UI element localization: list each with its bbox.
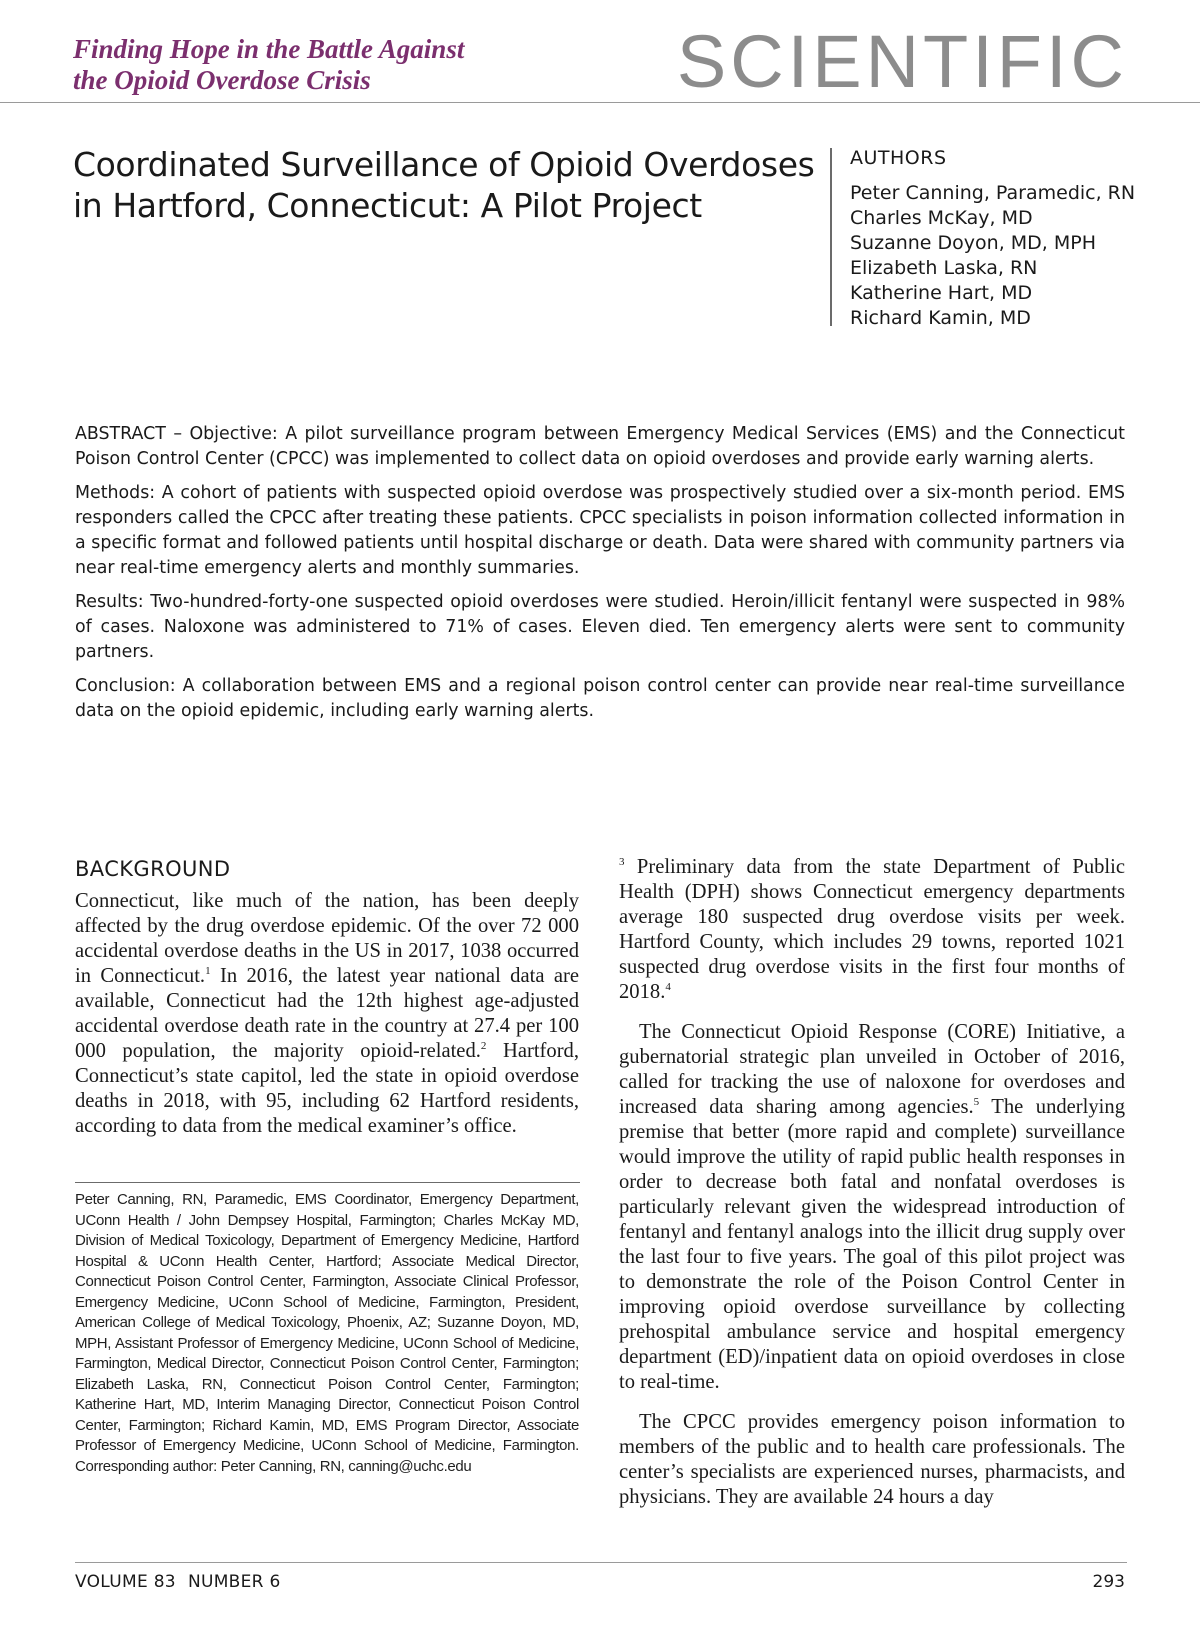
- abstract-conclusion: Conclusion: A collaboration between EMS and a regional poison control center can provide near real-time surveillance data on the opioid epidemic, including early warning alerts.: [75, 676, 1125, 721]
- text-run: In 2016, the latest year national data are available, Connecticut had the 12th highest age-adjusted accidental overdose death rate in the country at 27.4 per 100 000 population, the majority opioid-related.: [75, 965, 580, 1062]
- background-paragraph-1a: [75, 889, 579, 1139]
- abstract-methods: Methods: A cohort of patients with suspected opioid overdose was prospectively studied over a six-month period. EMS responders called the CPCC after treating these patients. CPCC specialists in poison information collected information in a specific format and followed patients until hospital discharge or death. Data were shared with community partners via near real-time emergency alerts and monthly summaries.: [75, 483, 1125, 578]
- article-title-line2: in Hartford, Connecticut: A Pilot Project: [73, 186, 702, 225]
- author-name: Katherine Hart, MD: [850, 282, 1033, 304]
- reference-marker[interactable]: 2: [480, 1040, 487, 1053]
- footnote-divider: [75, 1182, 580, 1183]
- section-label: SCIENTIFIC: [676, 20, 1128, 103]
- author-name: Suzanne Doyon, MD, MPH: [850, 232, 1097, 254]
- abstract: [75, 422, 1125, 733]
- header-divider: [0, 102, 1200, 103]
- abstract-objective: ABSTRACT – Objective: A pilot surveillance program between Emergency Medical Services (EMS) and the Connecticut Poison Control Center (CPCC) was implemented to collect data on opioid overdoses and provide early warning alerts.: [75, 424, 1125, 469]
- abstract-results: Results: Two-hundred-forty-one suspected opioid overdoses were studied. Heroin/illicit fentanyl were suspected in 98% of cases. Naloxone was administered to 71% of cases. Eleven died. Ten emergency alerts were sent to community partners.: [75, 592, 1125, 662]
- author-name: Richard Kamin, MD: [850, 307, 1031, 329]
- background-paragraph-1b: [619, 855, 1125, 1005]
- authors-divider: [830, 148, 832, 326]
- article-title: [73, 144, 815, 226]
- right-column: [619, 855, 1125, 1525]
- background-paragraph-2: [619, 1020, 1125, 1395]
- journal-issue: [75, 1572, 281, 1592]
- left-column: [75, 855, 579, 1139]
- number-label: NUMBER 6: [187, 1572, 281, 1592]
- series-title: [73, 34, 633, 96]
- article-title-line1: Coordinated Surveillance of Opioid Overdoses: [73, 145, 815, 184]
- volume-label: VOLUME 83: [75, 1572, 176, 1592]
- text-run: The Connecticut Opioid Response (CORE) Initiative, a gubernatorial strategic plan unveiled in October of 2016, called for tracking the use of naloxone for overdoses and increased data sharing among agencies.: [619, 1021, 1125, 1118]
- reference-marker[interactable]: 3: [619, 856, 625, 869]
- reference-marker[interactable]: 5: [973, 1096, 980, 1109]
- reference-marker[interactable]: 1: [205, 965, 211, 978]
- author-name: Charles McKay, MD: [850, 207, 1033, 229]
- text-run: Preliminary data from the state Department of Public Health (DPH) shows Connecticut emergency departments average 180 suspected drug overdose visits per week. Hartford County, which includes 29 towns, reported 1021 suspected drug overdose visits in the first four months of 2018.: [619, 856, 1125, 1003]
- series-title-line2: the Opioid Overdose Crisis: [73, 65, 371, 95]
- authors-heading: AUTHORS: [850, 147, 947, 169]
- text-run: Hartford, Connecticut’s state capitol, led the state in opioid overdose deaths in 2018, with 95, including 62 Hartford residents, according to data from the medical examiner’s office.: [75, 1040, 580, 1137]
- authors-block: [850, 146, 1180, 331]
- series-title-line1: Finding Hope in the Battle Against: [73, 34, 465, 64]
- text-run: The underlying premise that better (more rapid and complete) surveillance would improve the utility of rapid public health responses in order to decrease both fatal and nonfatal overdoses is particularly relevant given the widespread introduction of fentanyl and fentanyl analogs into the illicit drug supply over the last four to five years. The goal of this pilot project was to demonstrate the role of the Poison Control Center in improving opioid overdose surveillance by collecting prehospital ambulance service and hospital emergency department (ED)/inpatient data on opioid overdoses in close to real-time.: [619, 1096, 1125, 1393]
- background-paragraph-3: The CPCC provides emergency poison information to members of the public and to health care professionals. The center’s specialists are experienced nurses, pharmacists, and physicians. They are available 24 hours a day: [619, 1411, 1125, 1508]
- authors-list: [850, 181, 1180, 331]
- background-heading: BACKGROUND: [75, 857, 231, 881]
- text-run: Connecticut, like much of the nation, has been deeply affected by the drug overdose epidemic. Of the over 72 000 accidental overdose deaths in the US in 2017, 1038 occurred in Connecticut.: [75, 890, 579, 987]
- reference-marker[interactable]: 4: [665, 981, 671, 994]
- author-name: Elizabeth Laska, RN: [850, 257, 1038, 279]
- page-number: 293: [1092, 1572, 1125, 1592]
- author-affiliations-footnote: Peter Canning, RN, Paramedic, EMS Coordinator, Emergency Department, UConn Health / John Dempsey Hospital, Farmington; Charles McKay MD, Division of Medical Toxicology, Department of Emergency Medicine, Hartford Hospital & UConn Health Center, Hartford; Associate Medical Director, Connecticut Poison Control Center, Farmington, Associate Clinical Professor, Emergency Medicine, UConn School of Medicine, Farmington, President, American College of Medical Toxicology, Phoenix, AZ; Suzanne Doyon, MD, MPH, Assistant Professor of Emergency Medicine, UConn School of Medicine, Farmington, Medical Director, Connecticut Poison Control Center, Farmington; Elizabeth Laska, RN, Connecticut Poison Control Center, Farmington; Katherine Hart, MD, Interim Managing Director, Connecticut Poison Control Center, Farmington; Richard Kamin, MD, EMS Program Director, Associate Professor of Emergency Medicine, UConn School of Medicine, Farmington. Corresponding author: Peter Canning, RN, canning@uchc.edu: [75, 1191, 579, 1475]
- footer-divider: [75, 1562, 1127, 1563]
- author-name: Peter Canning, Paramedic, RN: [850, 182, 1136, 204]
